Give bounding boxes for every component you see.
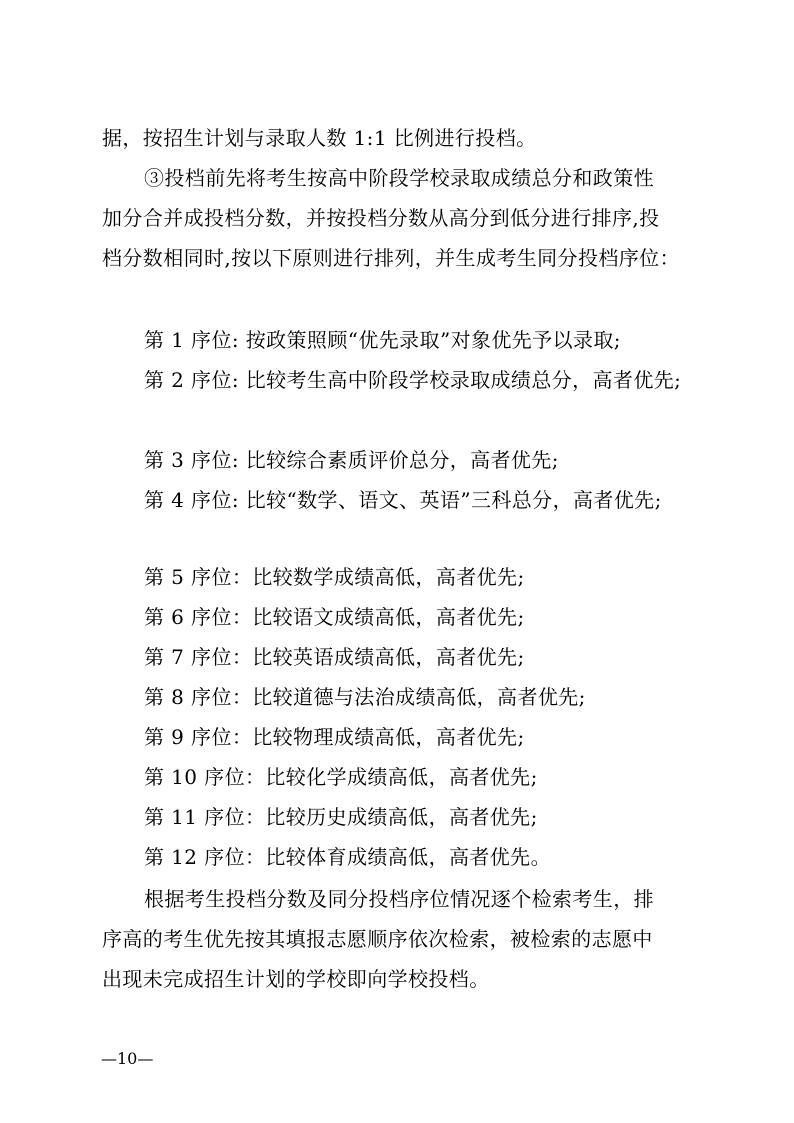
closing-line-2: 序高的考生优先按其填报志愿顺序依次检索，被检索的志愿中 — [102, 927, 653, 951]
ranking-rule-6: 第 6 序位：比较语文成绩高低，高者优先; — [144, 605, 525, 629]
ranking-rule-1: 第 1 序位: 按政策照顾“优先录取”对象优先予以录取; — [144, 328, 621, 352]
ranking-rule-8: 第 8 序位：比较道德与法治成绩高低，高者优先; — [144, 685, 586, 709]
ranking-rule-7: 第 7 序位：比较英语成绩高低，高者优先; — [144, 645, 525, 669]
closing-line-1: 根据考生投档分数及同分投档序位情况逐个检索考生，排 — [144, 887, 654, 911]
ranking-rule-12: 第 12 序位：比较体育成绩高低，高者优先。 — [144, 845, 551, 869]
ranking-rule-4: 第 4 序位: 比较“数学、语文、英语”三科总分，高者优先; — [144, 488, 662, 512]
intro-tail-line: 据，按招生计划与录取人数 1:1 比例进行投档。 — [102, 126, 537, 150]
ranking-rule-2: 第 2 序位: 比较考生高中阶段学校录取成绩总分，高者优先; — [144, 368, 682, 392]
page-number: —10— — [101, 1049, 154, 1068]
ranking-rule-3: 第 3 序位: 比较综合素质评价总分，高者优先; — [144, 448, 559, 472]
ranking-rule-5: 第 5 序位：比较数学成绩高低，高者优先; — [144, 565, 525, 589]
paragraph3-line-3: 档分数相同时,按以下原则进行排列，并生成考生同分投档序位： — [102, 246, 680, 270]
ranking-rule-9: 第 9 序位：比较物理成绩高低，高者优先; — [144, 725, 525, 749]
ranking-rule-10: 第 10 序位：比较化学成绩高低，高者优先; — [144, 765, 538, 789]
paragraph3-line-1: ③投档前先将考生按高中阶段学校录取成绩总分和政策性 — [144, 166, 654, 190]
ranking-rule-11: 第 11 序位：比较历史成绩高低，高者优先; — [144, 805, 538, 829]
paragraph3-line-2: 加分合并成投档分数，并按投档分数从高分到低分进行排序,投 — [102, 206, 660, 230]
closing-line-3: 出现未完成招生计划的学校即向学校投档。 — [102, 967, 490, 991]
